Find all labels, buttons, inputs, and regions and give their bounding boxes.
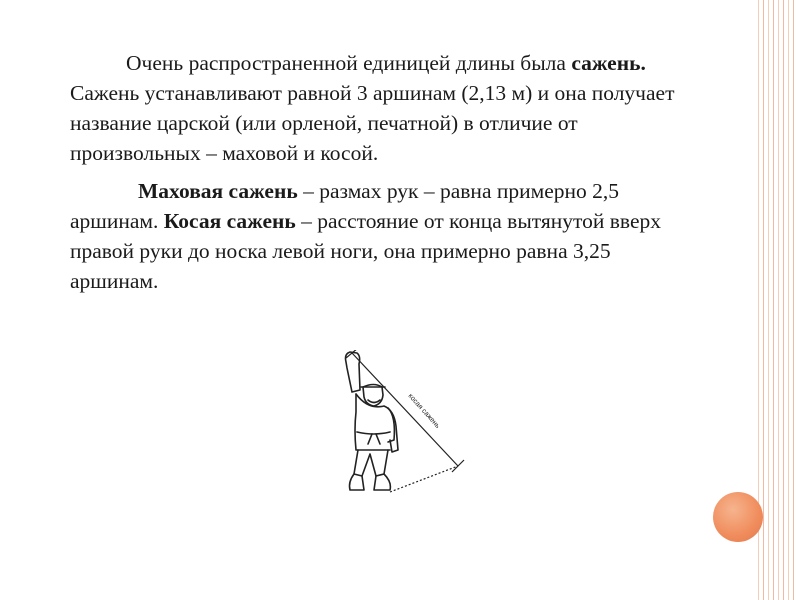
- term-sazhen: сажень.: [571, 51, 646, 75]
- figure-label: косая сажень: [406, 392, 441, 430]
- body-text: [70, 48, 690, 304]
- border-line: [763, 0, 764, 600]
- paragraph-1: [70, 48, 690, 168]
- text: – расстояние от конца вытянутой вверх правой руки до носка левой ноги, она примерно равна 3,25 аршинам.: [70, 209, 662, 293]
- text: Очень распространенной единицей длины была: [126, 51, 572, 75]
- border-line: [783, 0, 784, 600]
- border-line: [778, 0, 779, 600]
- paragraph-2: [70, 176, 690, 296]
- term-kosaya: Косая сажень: [163, 209, 296, 233]
- man-measuring-icon: [330, 350, 475, 500]
- text: Сажень устанавливают равной 3 аршинам (2,13 м) и она получает название царской (или орленой, печатной) в отличие от произвольных – маховой и косой.: [70, 81, 675, 165]
- text: – размах рук – равна примерно 2,5 аршинам.: [70, 179, 620, 233]
- decorative-circle: [713, 492, 763, 542]
- border-line: [788, 0, 789, 600]
- term-makhovaya: Маховая сажень: [138, 179, 298, 203]
- decorative-border: [756, 0, 800, 600]
- border-line: [773, 0, 774, 600]
- border-line: [793, 0, 794, 600]
- border-line: [768, 0, 769, 600]
